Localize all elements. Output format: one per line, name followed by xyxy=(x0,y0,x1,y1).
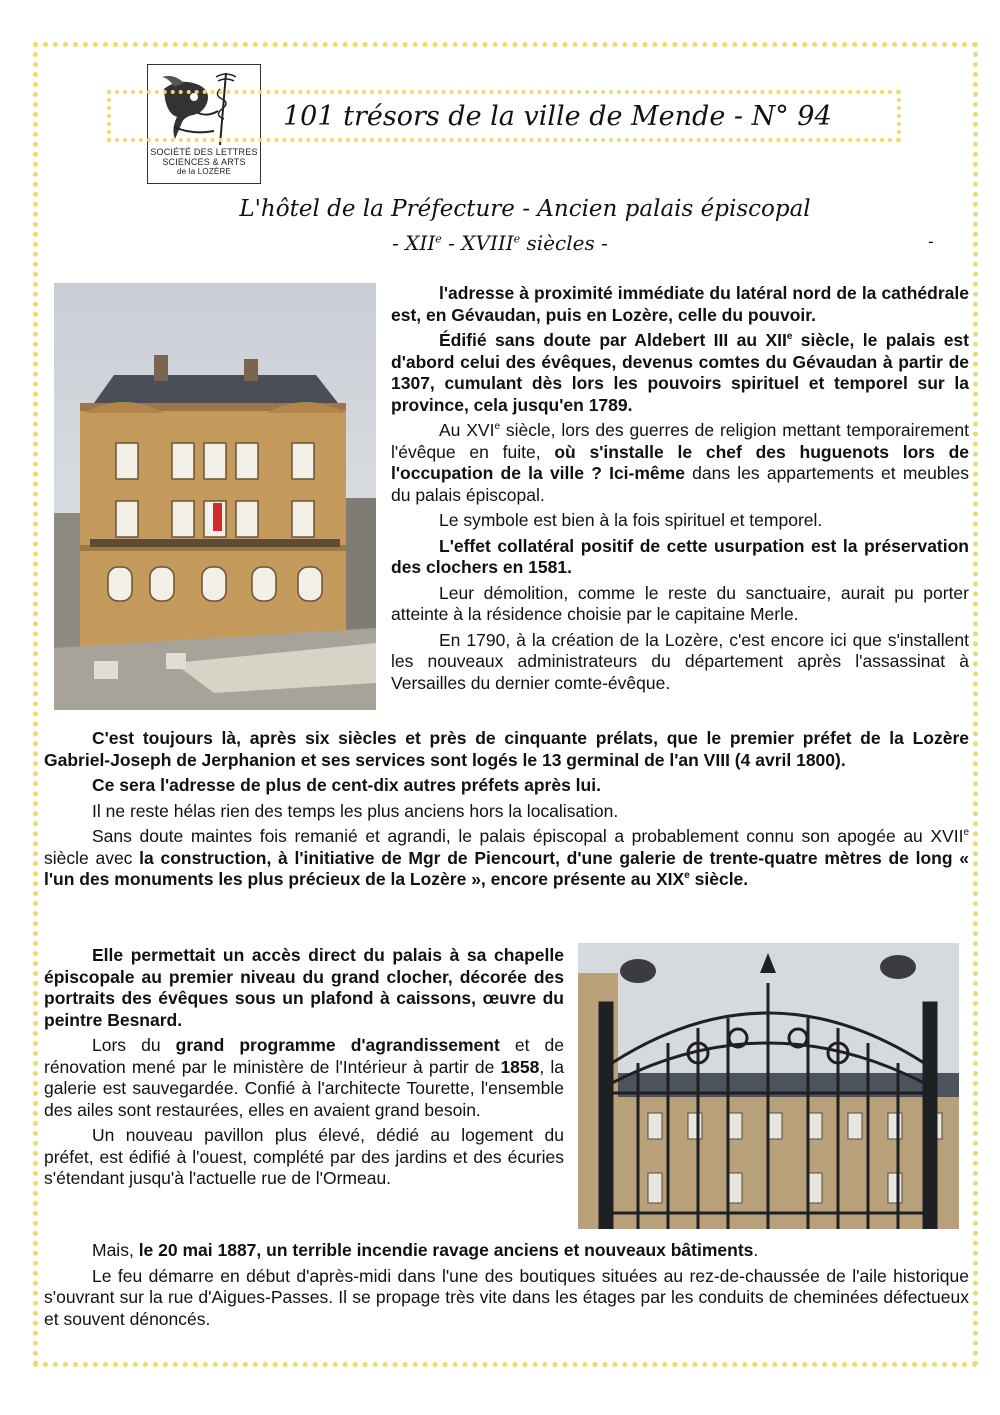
paragraph: Lors du xyxy=(92,1035,176,1055)
paragraph-bold: le 20 mai 1887, un terrible incendie ravage anciens et nouveaux bâtiments xyxy=(138,1240,754,1260)
paragraph: C'est toujours là, après six siècles et près de cinquante prélats, que le premier préfet de la Lozère Gabriel-Joseph de Jerphanion et ses services sont logés le 13 germinal de l'an VIII (4 avril 1800). xyxy=(44,728,969,770)
paragraph: siècle, le palais est d'abord celui des évêques, devenus comtes du Gévaudan à partir de 1307, cumulant dès lors les pouvoirs spirituel et temporel sur la province, cela jusqu'en 1789. xyxy=(391,330,969,415)
text-column-right xyxy=(391,283,969,698)
iron-gate-photo xyxy=(578,943,959,1229)
paragraph: . xyxy=(753,1240,759,1260)
paragraph: Édifié sans doute par Aldebert III au XII xyxy=(439,330,787,350)
superscript: e xyxy=(684,870,690,882)
paragraph: Elle permettait un accès direct du palais à sa chapelle épiscopale au premier niveau du grand clocher, décorée des portraits des évêques sous un plafond à caissons, œuvre du peintre Besnard. xyxy=(44,945,564,1030)
paragraph: Sans doute maintes fois remanié et agrandi, le palais épiscopal a probablement connu son apogée au XVII xyxy=(92,826,964,846)
paragraph-bold: siècle. xyxy=(689,869,749,889)
subtitle-part: - XII xyxy=(392,231,436,255)
paragraph: Le symbole est bien à la fois spirituel et temporel. xyxy=(439,510,823,530)
paragraph: L'effet collatéral positif de cette usurpation est la préservation des clochers en 1581. xyxy=(391,535,969,577)
paragraph-bold: où s'installe le chef des huguenots lors de l'occupation de la ville ? Ici-même xyxy=(391,441,969,483)
paragraph: l'adresse à proximité immédiate du latéral nord de la cathédrale est, en Gévaudan, puis en Lozère, celle du pouvoir. xyxy=(391,283,969,325)
paragraph: et de rénovation mené par le ministère de l'Intérieur à partir de xyxy=(44,1035,564,1077)
paragraph: Leur démolition, comme le reste du sanctuaire, aurait pu porter atteinte à la résidence choisie par le capitaine Merle. xyxy=(391,582,969,624)
paragraph: Ce sera l'adresse de plus de cent-dix autres préfets après lui. xyxy=(92,775,601,795)
subtitle-part: - XVIII xyxy=(441,231,514,255)
paragraph: Au XVI xyxy=(439,420,495,440)
subtitle-sup: e xyxy=(513,232,521,246)
logo-line-1: SOCIÉTÉ DES LETTRES xyxy=(150,147,258,157)
article-title: L'hôtel de la Préfecture - Ancien palais épiscopal xyxy=(239,196,811,222)
series-title: 101 trésors de la ville de Mende - N° 94 xyxy=(283,101,832,132)
subtitle-part: siècles - xyxy=(520,231,608,255)
paragraph: , la galerie est sauvegardée. Confié à l'architecte Tourette, l'ensemble des ailes sont restaurées, elles en avaient grand besoin. xyxy=(44,1056,564,1120)
superscript: e xyxy=(963,827,969,839)
stray-dash: - xyxy=(928,232,934,251)
paragraph: Un nouveau pavillon plus élevé, dédié au logement du préfet, est édifié à l'ouest, complété par des jardins et des écuries s'étendant jusqu'à l'actuelle rue de l'Ormeau. xyxy=(44,1125,564,1188)
logo-line-2: SCIENCES & ARTS xyxy=(162,157,246,167)
text-block-full-1 xyxy=(44,728,969,895)
paragraph-bold: 1858 xyxy=(500,1056,540,1077)
paragraph: Il ne reste hélas rien des temps les plus anciens hors la localisation. xyxy=(92,800,619,821)
superscript: e xyxy=(786,331,793,343)
paragraph-bold: grand programme d'agrandissement xyxy=(175,1035,500,1055)
article-subtitle xyxy=(300,229,700,257)
logo-line-3: de la LOZÈRE xyxy=(177,167,231,176)
prefecture-facade-photo xyxy=(54,283,376,710)
paragraph: siècle, lors des guerres de religion mettant temporairement l'évêque en fuite, xyxy=(391,420,969,462)
paragraph: dans les appartements et meubles du palais épiscopal. xyxy=(391,463,969,505)
subtitle-sup: e xyxy=(435,232,442,246)
paragraph: En 1790, à la création de la Lozère, c'est encore ici que s'installent les nouveaux administrateurs du département après l'assassinat à Versailles du dernier comte-évêque. xyxy=(391,629,969,693)
superscript: e xyxy=(494,421,501,433)
paragraph: Mais, xyxy=(92,1240,139,1260)
text-column-left xyxy=(44,945,564,1194)
text-block-full-2 xyxy=(44,1240,969,1334)
paragraph: siècle avec xyxy=(44,847,140,868)
paragraph: Le feu démarre en début d'après-midi dans l'une des boutiques situées au rez-de-chaussée de l'aile historique s'ouvrant sur la rue d'Aigues-Passes. Il se propage très vite dans les étages par les conduits de cheminées défectueux et souvent dénoncés. xyxy=(44,1265,969,1329)
paragraph-bold: la construction, à l'initiative de Mgr de Piencourt, d'une galerie de trente-quatre mètres de long « l'un des monuments les plus précieux de la Lozère », encore présente au XIX xyxy=(44,847,969,889)
